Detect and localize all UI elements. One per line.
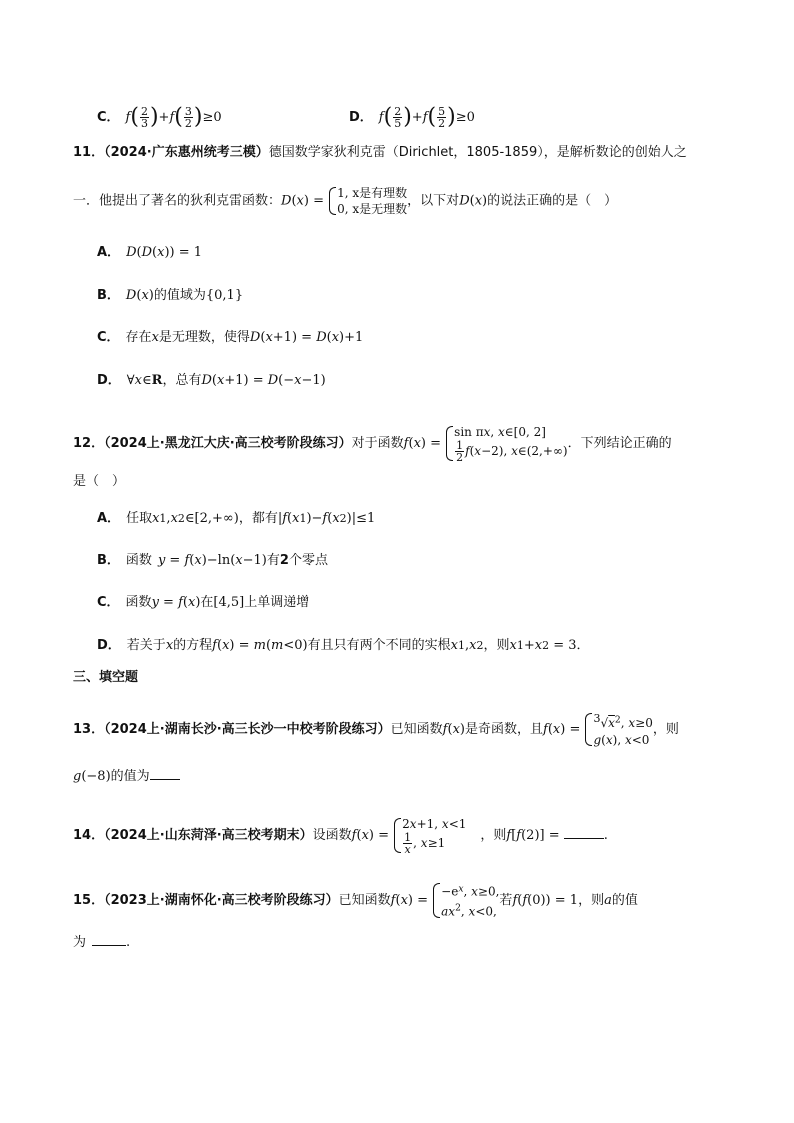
- question-text: ，则: [652, 722, 679, 737]
- option-text: 上单调递增: [244, 595, 310, 610]
- question-text: 若: [499, 893, 513, 909]
- q15-stem-line1: 15．（2023上·湖南怀化·高三校考阶段练习）已知函数f(x) = $-e^x$, x≥0, $ax^2$, x<0, 若f(f(0)) = 1，则a的值: [73, 883, 638, 919]
- q11-option-d: D． ∀x∈R，总有D(x+1) = D(−x−1): [97, 373, 326, 388]
- question-source: （2023上·湖南怀化·高三校考阶段练习）: [104, 893, 339, 909]
- option-text: 是无理数，使得: [158, 330, 250, 345]
- question-source: （2024上·湖南长沙·高三长沙一中校考阶段练习）: [104, 722, 391, 737]
- question-text: 对于函数: [351, 436, 404, 451]
- option-text: 有: [266, 553, 280, 568]
- option-text: 总有: [175, 373, 202, 388]
- q12-option-d: D． 若关于x的方程f(x) = m(m<0)有且只有两个不同的实根x1,x2，则x1+x2 = 3．: [97, 638, 590, 653]
- question-number: 14．: [73, 828, 105, 843]
- case-1: 1, x是有理数: [337, 186, 408, 200]
- question-text: ，则: [480, 828, 507, 843]
- option-text: 存在: [125, 330, 152, 345]
- option-text: 在: [200, 595, 214, 610]
- piecewise-function: $^3√x^2$, x≥0 g(x), x<0: [584, 711, 652, 748]
- q12-option-b: B． 函数 y = f(x)−ln(x−1)有2个零点: [97, 553, 328, 568]
- option-text: 的方程: [173, 638, 213, 653]
- option-label: B．: [97, 288, 120, 303]
- question-text: 一．他提出了著名的狄利克雷函数：: [73, 193, 282, 209]
- question-text: ．下列结论正确的: [567, 436, 672, 451]
- question-text: 已知函数: [338, 893, 391, 909]
- option-text: ，则: [483, 638, 510, 653]
- question-text: ，则: [578, 893, 605, 909]
- question-text: 是（ ）: [73, 474, 126, 489]
- option-label: D．: [97, 638, 121, 653]
- piecewise-function: sin πx, x∈[0, 2] $\frac{1}{2}$ f(x−2), x∈(2,+∞): [445, 424, 567, 463]
- question-text: 为: [73, 935, 87, 950]
- question-text: 的值: [611, 893, 638, 909]
- question-number: 11．: [73, 145, 105, 160]
- answer-blank[interactable]: [92, 931, 126, 946]
- q11-stem-line2: 一．他提出了著名的狄利克雷函数：D(x) = 1, x是有理数 0, x是无理数 ，以下对D(x)的说法正确的是（ ）: [73, 186, 618, 216]
- piecewise-function: $-e^x$, x≥0, $ax^2$, x<0,: [432, 881, 499, 920]
- q11-stem-line1: [73, 144, 687, 162]
- question-source: （2024上·黑龙江大庆·高三校考阶段练习）: [104, 436, 352, 451]
- option-text: 的值域为: [153, 288, 206, 303]
- q11-option-b: B． D(x)的值域为{0,1}: [97, 288, 244, 303]
- option-text: 有且只有两个不同的实根: [307, 638, 451, 653]
- question-text: 已知函数: [390, 722, 443, 737]
- q12-option-a: A． 任取x1,x2∈[2,+∞)，都有|f(x1)−f(x2)|≤1: [97, 511, 376, 526]
- option-text: 函数: [125, 595, 152, 610]
- question-number: 13．: [73, 722, 105, 737]
- q12-stem-line2: [73, 473, 125, 491]
- case-2: 0, x是无理数: [337, 202, 408, 216]
- question-number: 15．: [73, 893, 105, 909]
- option-text: 函数: [125, 553, 152, 568]
- option-label: A．: [97, 511, 121, 526]
- option-text: 若关于: [126, 638, 166, 653]
- option-text: ，都有: [238, 511, 278, 526]
- option-text: 2: [279, 553, 289, 568]
- q11-option-a: A． D(D(x)) = 1: [97, 245, 203, 260]
- option-label: D．: [97, 373, 121, 388]
- q14-stem: 14．（2024上·山东菏泽·高三校考期末）设函数f(x) = 2x+1, x<1 $\frac{1}{x}$ , x≥1 ，则f[f(2)] = .: [73, 817, 608, 856]
- answer-blank[interactable]: [150, 765, 180, 780]
- question-text: 设函数: [312, 828, 352, 843]
- option-text: 任取: [126, 511, 153, 526]
- option-label: C．: [97, 595, 120, 610]
- question-number: 12．: [73, 436, 105, 451]
- question-source: （2024·广东惠州统考三模）: [104, 145, 269, 160]
- piecewise-function: 2x+1, x<1 $\frac{1}{x}$ , x≥1: [393, 816, 466, 855]
- question-text: 德国数学家狄利克雷（Dirichlet，1805-1859），是解析数论的创始人之: [268, 145, 687, 160]
- q10-option-d: D． f( $\frac{2}{5}$ )+f( $\frac{5}{2}$ )≥0: [349, 104, 475, 130]
- section-heading: 三、填空题: [73, 670, 139, 685]
- q11-option-c: C． 存在x是无理数，使得D(x+1) = D(x)+1: [97, 330, 364, 345]
- dirichlet-cases: [328, 185, 407, 217]
- question-text: 的值为: [110, 769, 150, 784]
- option-label: C．: [97, 330, 120, 345]
- q13-stem-line2: g(−8)的值为: [73, 765, 180, 786]
- q13-stem-line1: 13．（2024上·湖南长沙·高三长沙一中校考阶段练习）已知函数f(x)是奇函数，且f(x) = $^3√x^2$, x≥0 g(x), x<0 ，则: [73, 712, 679, 747]
- question-text: 的说法正确的是（ ）: [487, 193, 618, 209]
- option-label: C．: [97, 110, 120, 125]
- option-label: A．: [97, 245, 121, 260]
- question-text: 是奇函数，且: [464, 722, 543, 737]
- option-label: D．: [349, 110, 373, 125]
- question-source: （2024上·山东菏泽·高三校考期末）: [104, 828, 313, 843]
- question-text: ，以下对: [407, 193, 460, 209]
- q10-option-c: C． f( $\frac{2}{3}$ )+f( $\frac{3}{2}$ )≥0: [97, 104, 222, 130]
- option-text: 个零点: [288, 553, 328, 568]
- q15-stem-line2: 为 .: [73, 931, 130, 952]
- q12-option-c: C． 函数y = f(x)在[4,5]上单调递增: [97, 595, 310, 610]
- q12-stem-line1: 12．（2024上·黑龙江大庆·高三校考阶段练习）对于函数f(x) = sin πx, x∈[0, 2] $\frac{1}{2}$ f(x−2), x∈(2,+∞) ．下列结论正确的: [73, 425, 672, 464]
- answer-blank[interactable]: [564, 824, 604, 839]
- option-label: B．: [97, 553, 120, 568]
